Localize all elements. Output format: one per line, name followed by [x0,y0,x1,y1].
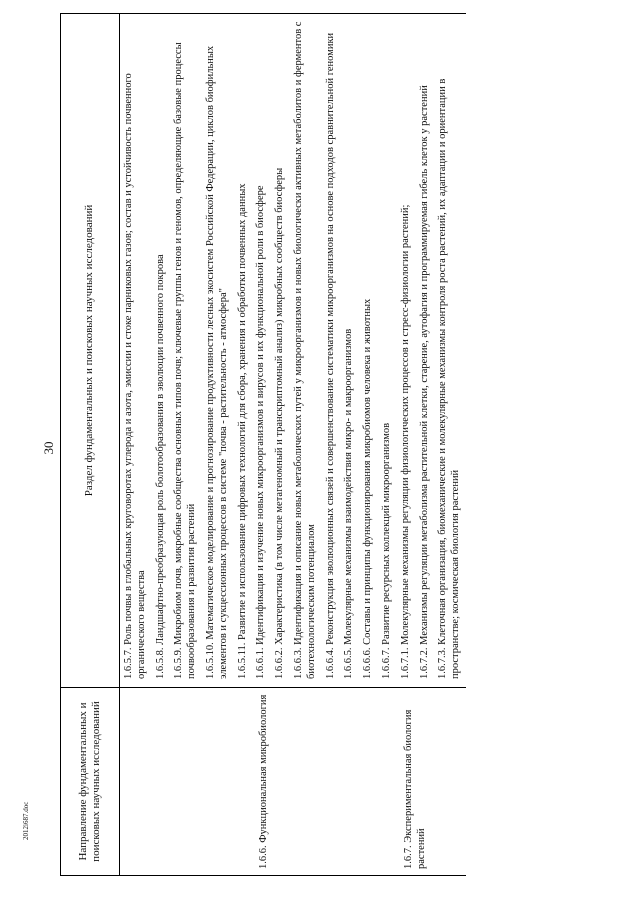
section-item: 1.6.7.3. Клеточная организация, биомеханические и молекулярные механизмы контроля роста растений, их адаптации и ориентации в пространстве; космическая биология растений [434,14,466,688]
section-item: 1.6.5.10. Математическое моделирование и прогнозирование продуктивности лесных экосистем Российской Федерации, циклов биофильных элементов и сукцессионных процессов в системе "почва - растительность - атмосфера" [202,14,234,688]
direction-cell: 1.6.6. Функциональная микробиология [252,688,396,876]
section-item: 1.6.6.5. Молекулярные механизмы взаимодействия микро- и макроорганизмов [340,14,359,688]
page-number: 30 [41,441,56,455]
section-item: 1.6.6.2. Характеристика (в том числе метагеномный и транскриптомный анализ) микробных сообществ биосферы [271,14,290,688]
page-sheet [60,14,620,876]
section-item: 1.6.7.2. Механизмы регуляции метаболизма растительной клетки, старение, аутофагия и программируемая гибель клеток у растений [416,14,435,688]
header-direction: Направление фундаментальных и поисковых научных исследований [61,688,120,876]
rotated-table-container [60,14,620,876]
section-item: 1.6.6.4. Реконструкция эволюционных связей и совершенствование систематики микроорганизмов на основе подходов сравнительной геномики [322,14,341,688]
table-header-row [61,14,120,876]
section-item: 1.6.7.1. Молекулярные механизмы регуляции физиологических процессов и стресс-физиологии растений; [397,14,416,688]
table-row [397,14,416,876]
section-item: 1.6.6.3. Идентификация и описание новых метаболических путей у микроорганизмов и новых биологически активных метаболитов и ферментов с биотехнологическим потенциалом [290,14,322,688]
direction-cell [120,688,253,876]
table-body [120,14,466,876]
section-item: 1.6.5.11. Развитие и использование цифровых технологий для сбора, хранения и обработки почвенных данных [234,14,253,688]
section-item: 1.6.6.1. Идентификация и изучение новых микроорганизмов и вирусов и их функциональной роли в биосфере [252,14,271,688]
research-directions-table [60,13,466,876]
section-item: 1.6.6.7. Развитие ресурсных коллекций микроорганизмов [378,14,397,688]
table-row [252,14,271,876]
section-item: 1.6.6.6. Составы и принципы функционирования микробиомов человека и животных [359,14,378,688]
table-row [120,14,152,876]
header-section: Раздел фундаментальных и поисковых научных исследований [61,14,120,688]
section-item: 1.6.5.7. Роль почвы в глобальных круговоротах углерода и азота, эмиссии и стоке парниковых газов; состав и устойчивость почвенного органического вещества [120,14,152,688]
footer-file-code: 2012i687.doc [22,801,30,840]
section-item: 1.6.5.9. Микробиом почв, микробные сообщества основных типов почв; ключевые группы генов и геномов, определяющие базовые процессы почвообразования и развития растений [170,14,202,688]
section-item: 1.6.5.8. Ландшафтно-преобразующая роль болотообразования в эволюции почвенного покрова [152,14,171,688]
direction-cell: 1.6.7. Экспериментальная биология растений [397,688,466,876]
